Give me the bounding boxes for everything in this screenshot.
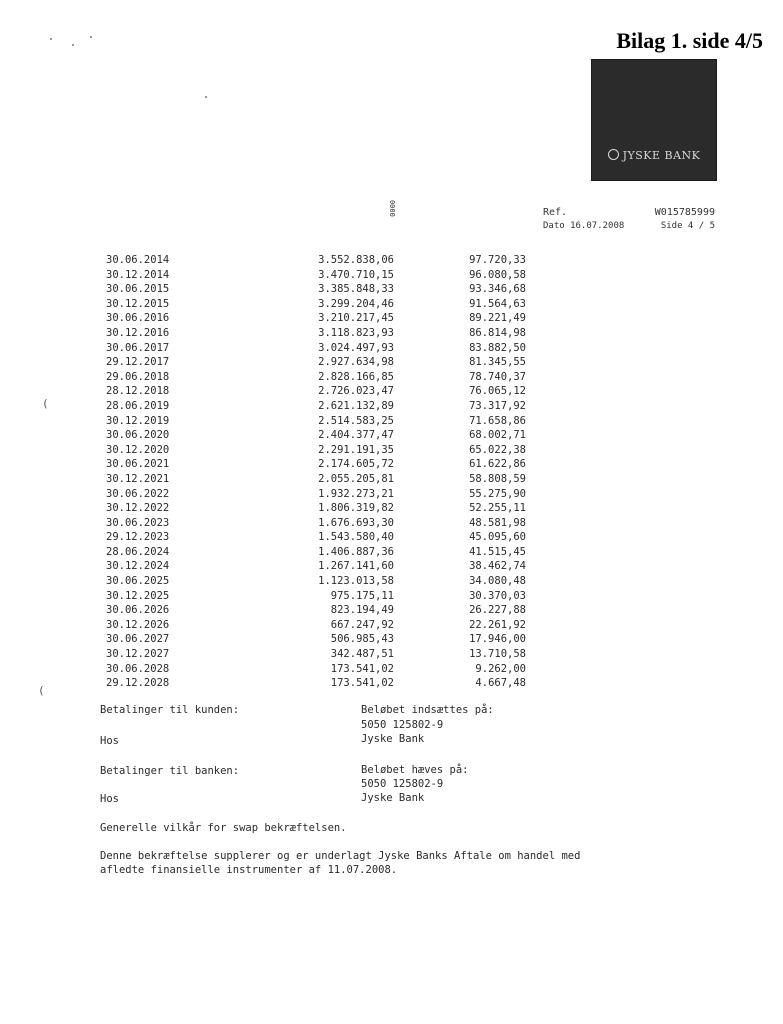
row-date: 30.12.2021 bbox=[106, 472, 170, 485]
margin-mark: ( bbox=[38, 684, 45, 697]
row-date: 30.12.2024 bbox=[106, 560, 170, 573]
date-label: Dato 16.07.2008 bbox=[543, 221, 625, 231]
bank-hos-label: Hos bbox=[100, 793, 119, 805]
table-row bbox=[106, 633, 526, 648]
row-date: 29.12.2023 bbox=[106, 531, 170, 544]
row-amount: 3.210.217,45 bbox=[318, 312, 394, 325]
margin-mark: ( bbox=[42, 397, 49, 410]
row-date: 30.06.2023 bbox=[106, 516, 170, 529]
table-row bbox=[106, 327, 526, 342]
row-interest: 89.221,49 bbox=[469, 312, 526, 325]
row-amount: 667.247,92 bbox=[330, 618, 394, 631]
table-row bbox=[106, 488, 526, 503]
table-row bbox=[106, 400, 526, 415]
row-amount: 2.514.583,25 bbox=[318, 414, 394, 427]
row-date: 30.06.2014 bbox=[106, 254, 170, 266]
row-amount: 1.406.887,36 bbox=[318, 545, 394, 558]
table-row bbox=[106, 342, 526, 357]
table-row bbox=[106, 517, 526, 532]
withdraw-label: Beløbet hæves på: bbox=[361, 764, 469, 776]
page-number: Side 4 / 5 bbox=[660, 221, 715, 231]
table-row bbox=[106, 663, 526, 678]
row-interest: 30.370,03 bbox=[469, 589, 526, 602]
row-amount: 342.487,51 bbox=[330, 648, 394, 661]
page-annotation: Bilag 1. side 4/5 bbox=[616, 28, 763, 53]
table-row bbox=[106, 444, 526, 459]
row-date: 30.12.2019 bbox=[106, 414, 170, 427]
row-date: 30.12.2014 bbox=[106, 268, 170, 281]
ref-label: Ref. bbox=[543, 207, 568, 218]
row-interest: 83.882,50 bbox=[469, 341, 526, 354]
row-interest: 93.346,68 bbox=[469, 283, 526, 296]
reference-block bbox=[543, 207, 723, 235]
table-row bbox=[106, 312, 526, 327]
jyske-bank-logo bbox=[592, 60, 716, 180]
table-row bbox=[106, 254, 526, 269]
row-interest: 48.581,98 bbox=[469, 516, 526, 529]
table-row bbox=[106, 385, 526, 400]
row-interest: 91.564,63 bbox=[469, 297, 526, 310]
scan-speck bbox=[90, 36, 92, 38]
table-row bbox=[106, 502, 526, 517]
row-amount: 2.927.634,98 bbox=[318, 356, 394, 369]
row-interest: 52.255,11 bbox=[469, 502, 526, 515]
row-amount: 1.932.273,21 bbox=[318, 487, 394, 500]
row-interest: 71.658,86 bbox=[469, 414, 526, 427]
table-row bbox=[106, 604, 526, 619]
row-date: 30.06.2022 bbox=[106, 487, 170, 500]
row-amount: 1.543.580,40 bbox=[318, 531, 394, 544]
row-interest: 81.345,55 bbox=[469, 356, 526, 369]
row-date: 30.06.2026 bbox=[106, 604, 170, 617]
row-amount: 823.194,49 bbox=[330, 604, 394, 617]
table-row bbox=[106, 429, 526, 444]
table-row bbox=[106, 560, 526, 575]
row-interest: 41.515,45 bbox=[469, 545, 526, 558]
bank-payments-label: Betalinger til banken: bbox=[100, 765, 240, 777]
row-interest: 22.261,92 bbox=[469, 618, 526, 631]
row-interest: 9.262,00 bbox=[475, 662, 526, 675]
row-interest: 86.814,98 bbox=[469, 326, 526, 339]
withdraw-bank: Jyske Bank bbox=[361, 792, 425, 804]
row-date: 30.06.2025 bbox=[106, 575, 170, 588]
table-row bbox=[106, 648, 526, 663]
row-amount: 1.123.013,58 bbox=[318, 575, 394, 588]
row-amount: 2.174.605,72 bbox=[318, 458, 394, 471]
ref-value: W015785999 bbox=[654, 207, 715, 218]
table-row bbox=[106, 619, 526, 634]
deposit-account: 5050 125802-9 bbox=[361, 719, 444, 731]
table-row bbox=[106, 590, 526, 605]
row-date: 28.06.2019 bbox=[106, 399, 170, 412]
row-date: 28.06.2024 bbox=[106, 545, 170, 558]
deposit-label: Beløbet indsættes på: bbox=[361, 704, 494, 716]
row-date: 29.12.2017 bbox=[106, 356, 170, 369]
row-amount: 2.726.023,47 bbox=[318, 385, 394, 398]
row-interest: 26.227,88 bbox=[469, 604, 526, 617]
table-row bbox=[106, 546, 526, 561]
row-interest: 45.095,60 bbox=[469, 531, 526, 544]
row-interest: 13.710,58 bbox=[469, 648, 526, 661]
row-amount: 3.299.204,46 bbox=[318, 297, 394, 310]
scan-speck bbox=[72, 44, 74, 46]
row-amount: 2.828.166,85 bbox=[318, 370, 394, 383]
table-row bbox=[106, 298, 526, 313]
table-row bbox=[106, 283, 526, 298]
row-interest: 17.946,00 bbox=[469, 633, 526, 646]
row-amount: 3.552.838,06 bbox=[318, 254, 394, 266]
table-row bbox=[106, 531, 526, 546]
row-amount: 1.267.141,60 bbox=[318, 560, 394, 573]
row-interest: 55.275,90 bbox=[469, 487, 526, 500]
row-date: 30.06.2016 bbox=[106, 312, 170, 325]
table-row bbox=[106, 473, 526, 488]
table-row bbox=[106, 458, 526, 473]
row-interest: 76.065,12 bbox=[469, 385, 526, 398]
row-date: 30.12.2026 bbox=[106, 618, 170, 631]
terms-heading: Generelle vilkår for swap bekræftelsen. bbox=[100, 822, 347, 834]
scan-speck bbox=[205, 96, 207, 98]
scan-speck bbox=[50, 38, 52, 40]
terms-line-1: Denne bekræftelse supplerer og er underlagt Jyske Banks Aftale om handel med bbox=[100, 850, 581, 862]
payment-schedule-table bbox=[106, 254, 526, 692]
row-interest: 38.462,74 bbox=[469, 560, 526, 573]
logo-text: JYSKE BANK bbox=[622, 149, 701, 162]
row-amount: 3.385.848,33 bbox=[318, 283, 394, 296]
customer-hos-label: Hos bbox=[100, 735, 119, 747]
row-amount: 2.291.191,35 bbox=[318, 443, 394, 456]
row-amount: 506.985,43 bbox=[330, 633, 394, 646]
row-interest: 58.808,59 bbox=[469, 472, 526, 485]
row-date: 30.06.2021 bbox=[106, 458, 170, 471]
table-row bbox=[106, 356, 526, 371]
deposit-bank: Jyske Bank bbox=[361, 733, 425, 745]
row-date: 30.12.2020 bbox=[106, 443, 170, 456]
row-interest: 78.740,37 bbox=[469, 370, 526, 383]
row-date: 30.12.2022 bbox=[106, 502, 170, 515]
row-interest: 97.720,33 bbox=[469, 254, 526, 266]
row-amount: 3.470.710,15 bbox=[318, 268, 394, 281]
table-row bbox=[106, 269, 526, 284]
terms-line-2: afledte finansielle instrumenter af 11.07.2008. bbox=[100, 864, 398, 876]
row-date: 30.06.2020 bbox=[106, 429, 170, 442]
table-row bbox=[106, 575, 526, 590]
row-date: 30.12.2015 bbox=[106, 297, 170, 310]
row-interest: 68.002,71 bbox=[469, 429, 526, 442]
table-row bbox=[106, 677, 526, 692]
row-interest: 34.080,48 bbox=[469, 575, 526, 588]
row-amount: 1.676.693,30 bbox=[318, 516, 394, 529]
row-date: 29.06.2018 bbox=[106, 370, 170, 383]
row-date: 30.06.2028 bbox=[106, 662, 170, 675]
row-date: 30.06.2015 bbox=[106, 283, 170, 296]
vertical-code: 0000 bbox=[389, 200, 397, 217]
row-interest: 65.022,38 bbox=[469, 443, 526, 456]
logo-wordmark bbox=[592, 149, 716, 162]
row-interest: 61.622,86 bbox=[469, 458, 526, 471]
row-amount: 173.541,02 bbox=[330, 677, 394, 690]
row-date: 30.12.2027 bbox=[106, 648, 170, 661]
row-amount: 3.024.497,93 bbox=[318, 341, 394, 354]
row-interest: 96.080,58 bbox=[469, 268, 526, 281]
row-date: 30.12.2016 bbox=[106, 326, 170, 339]
row-interest: 73.317,92 bbox=[469, 399, 526, 412]
table-row bbox=[106, 415, 526, 430]
row-amount: 2.404.377,47 bbox=[318, 429, 394, 442]
row-amount: 1.806.319,82 bbox=[318, 502, 394, 515]
row-amount: 2.055.205,81 bbox=[318, 472, 394, 485]
row-amount: 2.621.132,89 bbox=[318, 399, 394, 412]
row-date: 30.06.2027 bbox=[106, 633, 170, 646]
row-interest: 4.667,48 bbox=[475, 677, 526, 690]
row-amount: 173.541,02 bbox=[330, 662, 394, 675]
row-date: 30.06.2017 bbox=[106, 341, 170, 354]
row-date: 29.12.2028 bbox=[106, 677, 170, 690]
table-row bbox=[106, 371, 526, 386]
customer-payments-label: Betalinger til kunden: bbox=[100, 704, 240, 716]
withdraw-account: 5050 125802-9 bbox=[361, 778, 444, 790]
row-amount: 3.118.823,93 bbox=[318, 326, 394, 339]
row-amount: 975.175,11 bbox=[330, 589, 394, 602]
bank-emblem-icon bbox=[608, 149, 619, 160]
row-date: 30.12.2025 bbox=[106, 589, 170, 602]
row-date: 28.12.2018 bbox=[106, 385, 170, 398]
